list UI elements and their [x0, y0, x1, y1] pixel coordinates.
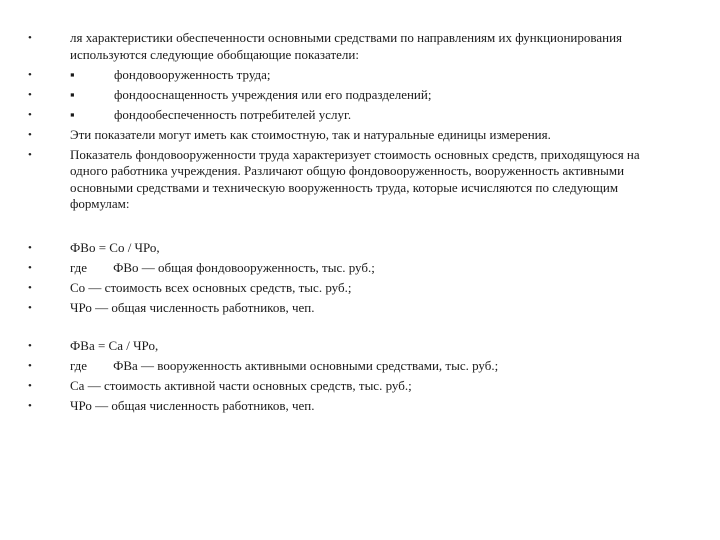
bullet-item: • ▪ фондовооруженность труда; — [0, 67, 720, 84]
sub-bullet-marker: ▪ — [70, 66, 75, 82]
formula-line: • ФВо = Со / ЧРо, — [0, 240, 720, 257]
formula-block-total — [0, 240, 720, 320]
formula-line: • где ФВа — вооруженность активными основными средствами, тыс. руб.; — [0, 358, 720, 375]
formula-line: • Со — стоимость всех основных средств, тыс. руб.; — [0, 280, 720, 297]
text-block-indicators — [0, 30, 720, 216]
bullet-item: • ▪ фондооснащенность учреждения или его подразделений; — [0, 87, 720, 104]
sub-bullet-marker: ▪ — [70, 106, 75, 122]
formula-line: • ЧРо — общая численность работников, чеп. — [0, 398, 720, 415]
bullet-item: • Показатель фондовооруженности труда характеризует стоимость основных средств, приходящуюся на одного работника учреждения. Различают общую фондовооруженность, вооруженность активными основными средствами и техническую вооруженность труда, которые исчисляются по следующим формулам: — [0, 147, 720, 213]
bullet-item: • ▪ фондообеспеченность потребителей услуг. — [0, 107, 720, 124]
formula-line: • ФВа = Са / ЧРо, — [0, 338, 720, 355]
bullet-item: • ля характеристики обеспеченности основными средствами по направлениям их функционирования используются следующие обобщающие показатели: — [0, 30, 720, 63]
formula-block-active — [0, 338, 720, 418]
formula-line: • Са — стоимость активной части основных средств, тыс. руб.; — [0, 378, 720, 395]
bullet-item: • Эти показатели могут иметь как стоимостную, так и натуральные единицы измерения. — [0, 127, 720, 144]
sub-bullet-marker: ▪ — [70, 86, 75, 102]
formula-line: • где ФВо — общая фондовооруженность, тыс. руб.; — [0, 260, 720, 277]
formula-line: • ЧРо — общая численность работников, чеп. — [0, 300, 720, 317]
